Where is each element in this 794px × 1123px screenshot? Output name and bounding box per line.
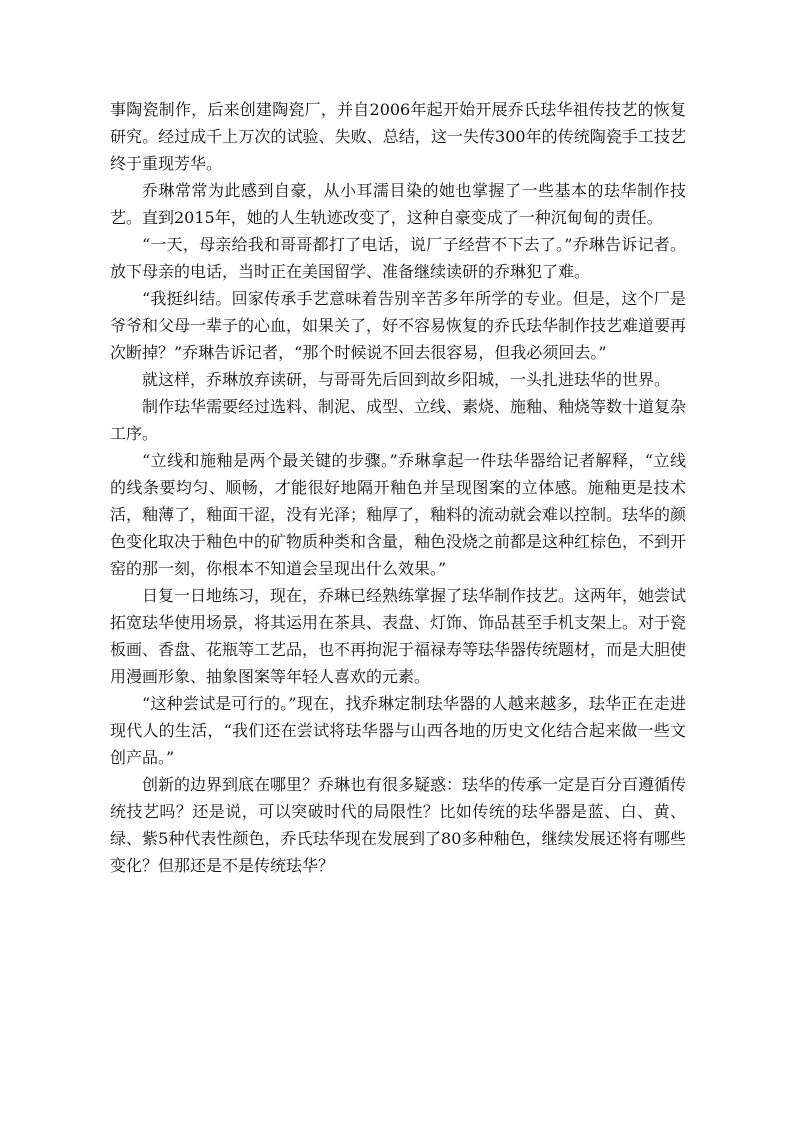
paragraph-5: 就这样，乔琳放弃读研，与哥哥先后回到故乡阳城，一头扎进珐华的世界。 [142,370,671,389]
paragraph-7: “立线和施釉是两个最关键的步骤。”乔琳拿起一件珐华器给记者解释，“立线的线条要均匀、顺畅，才能很好地隔开釉色并呈现图案的立体感。施釉更是技术活，釉薄了，釉面干涩，没有光泽；釉厚了，釉料的流动就会难以控制。珐华的颜色变化取决于釉色中的矿物质种类和含量，釉色没烧之前都是这种红棕色，不到开窑的那一刻，你根本不知道会呈现出什么效果。” [110,451,687,578]
paragraph-1: 事陶瓷制作，后来创建陶瓷厂，并自2006年起开始开展乔氏珐华祖传技艺的恢复研究。经过成千上万次的试验、失败、总结，这一失传300年的传统陶瓷手工技艺终于重现芳华。 [110,100,686,173]
paragraph-3: “一天，母亲给我和哥哥都打了电话，说厂子经营不下去了。”乔琳告诉记者。放下母亲的电话，当时正在美国留学、准备继续读研的乔琳犯了难。 [110,235,686,281]
paragraph-10: 创新的边界到底在哪里？乔琳也有很多疑惑：珐华的传承一定是百分百遵循传统技艺吗？还是说，可以突破时代的局限性？比如传统的珐华器是蓝、白、黄、绿、紫5种代表性颜色，乔氏珐华现在发展到了80多种釉色，继续发展还将有哪些变化？但那还是不是传统珐华？ [110,775,687,875]
paragraph-9: “这种尝试是可行的。”现在，找乔琳定制珐华器的人越来越多，珐华正在走进现代人的生活，“我们还在尝试将珐华器与山西各地的历史文化结合起来做一些文创产品。” [110,694,686,767]
paragraph-2: 乔琳常常为此感到自豪，从小耳濡目染的她也掌握了一些基本的珐华制作技艺。直到2015年，她的人生轨迹改变了，这种自豪变成了一种沉甸甸的责任。 [110,181,686,227]
document-page [110,96,686,879]
paragraph-4: “我挺纠结。回家传承手艺意味着告别辛苦多年所学的专业。但是，这个厂是爷爷和父母一辈子的心血，如果关了，好不容易恢复的乔氏珐华制作技艺难道要再次断掉？”乔琳告诉记者，“那个时候说不回去很容易，但我必须回去。” [110,289,687,362]
paragraph-6: 制作珐华需要经过选料、制泥、成型、立线、素烧、施釉、釉烧等数十道复杂工序。 [110,397,687,443]
paragraph-8: 日复一日地练习，现在，乔琳已经熟练掌握了珐华制作技艺。这两年，她尝试拓宽珐华使用场景，将其运用在茶具、表盘、灯饰、饰品甚至手机支架上。对于瓷板画、香盘、花瓶等工艺品，也不再拘泥于福禄寿等珐华器传统题材，而是大胆使用漫画形象、抽象图案等年轻人喜欢的元素。 [110,586,687,686]
